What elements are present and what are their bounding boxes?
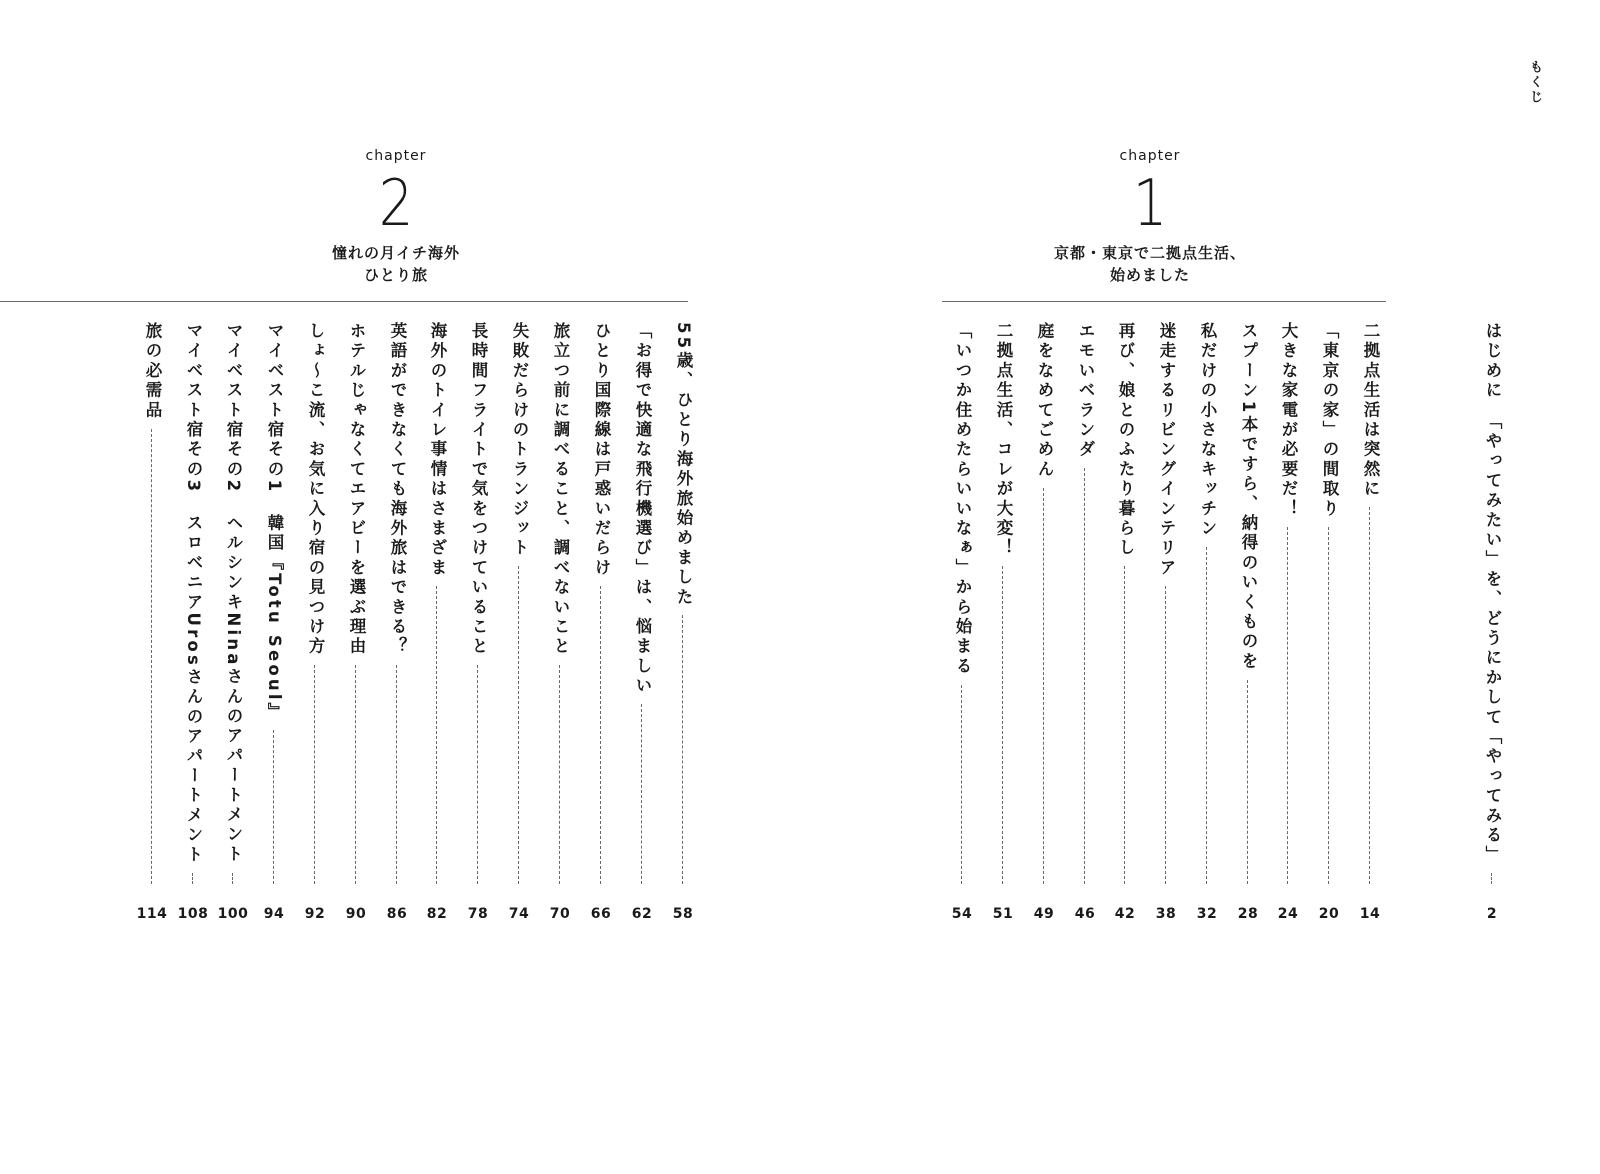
toc-entry[interactable] [1357,322,1383,922]
toc-entry-page: 100 [217,906,249,922]
dotted-leader [1287,527,1288,884]
chapter2-title-line1: 憧れの月イチ海外 [331,244,460,262]
toc-entry[interactable] [1275,322,1301,922]
toc-entry-title: 二拠点生活は突然に [1361,322,1380,500]
toc-entry-title: 「お得で快適な飛行機選び」は、悩ましい [633,322,652,697]
toc-entry-title: 旅立つ前に調べること、調べないこと [551,322,570,657]
toc-entry[interactable] [1153,322,1179,922]
toc-entry-title: スプーン1本ですら、納得のいくものを [1239,322,1258,672]
chapter1-number: 1 [1132,167,1168,241]
toc-entry-page: 86 [386,906,408,922]
toc-entry-title: マイベスト宿その2 ヘルシンキNinaさんのアパートメント [224,322,243,865]
dotted-leader [1165,586,1166,884]
dotted-leader [151,429,152,885]
toc-entry-page: 70 [549,906,571,922]
chapter2-header [256,148,536,286]
toc-entry-title: 「いつか住めたらいいなぁ」から始まる [953,322,972,677]
toc-entry[interactable] [1031,322,1057,922]
chapter2-number: 2 [378,167,414,241]
toc-entry-title: 「東京の家」の間取り [1320,322,1339,519]
dotted-leader [477,665,478,884]
toc-entry[interactable] [343,322,369,922]
dotted-leader [682,615,683,884]
chapter1-title [1010,242,1290,286]
toc-entry[interactable] [384,322,410,922]
toc-entry-page: 74 [508,906,530,922]
dotted-leader [314,665,315,884]
chapter2-title-line2: ひとり旅 [363,266,428,284]
toc-entry-title: 二拠点生活、コレが大変！ [994,322,1013,559]
toc-entry[interactable] [177,322,209,922]
toc-entry[interactable] [424,322,450,922]
toc-entry-title: 長時間フライトで気をつけていること [469,322,488,657]
toc-entry-page: 94 [263,906,285,922]
chapter1-rule [942,301,1386,302]
toc-entry-title: 旅の必需品 [143,322,162,421]
toc-entry-page: 54 [951,906,973,922]
toc-entry[interactable] [465,322,491,922]
toc-entry-page: 46 [1074,906,1096,922]
dotted-leader [355,665,356,884]
toc-entry-page: 32 [1196,906,1218,922]
toc-entry-title: 迷走するリビングインテリア [1157,322,1176,579]
toc-page-label: もくじ [1527,60,1542,105]
toc-entry-title: 再び、娘とのふたり暮らし [1116,322,1135,559]
toc-entry-title: マイベスト宿その3 スロベニアUrosさんのアパートメント [184,322,203,865]
toc-entry-page: 90 [345,906,367,922]
toc-entry-title: ホテルじゃなくてエアビーを選ぶ理由 [347,322,366,657]
chapter1-title-line2: 始めました [1109,266,1190,284]
dotted-leader [396,665,397,884]
toc-entry-title: 55歳、ひとり海外旅始めました [674,322,693,608]
dotted-leader [273,730,274,884]
toc-entry[interactable] [629,322,655,922]
dotted-leader [1369,507,1370,884]
dotted-leader [1328,527,1329,884]
toc-entry-page: 58 [672,906,694,922]
dotted-leader [192,873,193,884]
toc-entry[interactable] [261,322,287,922]
toc-entry[interactable] [588,322,614,922]
dotted-leader [1043,488,1044,884]
toc-entry[interactable] [1112,322,1138,922]
dotted-leader [518,566,519,884]
dotted-leader [961,685,962,884]
toc-entry-title: 失敗だらけのトランジット [510,322,529,559]
toc-entry-title: はじめに 「やってみたい」を、どうにかして「やってみる」 [1483,322,1502,866]
chapter1-label: chapter [1119,148,1181,164]
toc-entry-intro[interactable] [1479,322,1505,922]
toc-entry-page: 38 [1155,906,1177,922]
chapter2-label: chapter [365,148,427,164]
toc-entry[interactable] [670,322,696,922]
toc-entry-page: 28 [1237,906,1259,922]
toc-entry[interactable] [136,322,168,922]
toc-entry-page: 51 [992,906,1014,922]
toc-entry[interactable] [302,322,328,922]
toc-entry-title: 海外のトイレ事情はさまざま [428,322,447,579]
dotted-leader [436,586,437,884]
dotted-leader [1084,468,1085,884]
toc-entry-page: 62 [631,906,653,922]
toc-entry-page: 82 [426,906,448,922]
toc-entry-title: ひとり国際線は戸惑いだらけ [592,322,611,579]
chapter1-title-line1: 京都・東京で二拠点生活、 [1053,244,1246,262]
dotted-leader [1247,680,1248,884]
dotted-leader [232,873,233,884]
toc-entry[interactable] [1072,322,1098,922]
toc-entry-title: 私だけの小さなキッチン [1198,322,1217,539]
dotted-leader [1002,566,1003,884]
dotted-leader [1206,547,1207,884]
toc-entry-title: エモいベランダ [1076,322,1095,460]
chapter2-rule [0,301,688,302]
toc-entry-page: 66 [590,906,612,922]
dotted-leader [641,704,642,884]
toc-entry-page: 42 [1114,906,1136,922]
toc-entry-title: マイベスト宿その1 韓国『Totu Seoul』 [265,322,284,723]
toc-entry-page: 108 [177,906,209,922]
toc-entry-page: 114 [136,906,168,922]
chapter2-title [256,242,536,286]
toc-entry[interactable] [217,322,249,922]
toc-entry-title: 大きな家電が必要だ！ [1279,322,1298,519]
toc-entry[interactable] [547,322,573,922]
toc-entry[interactable] [1316,322,1342,922]
toc-entry[interactable] [506,322,532,922]
dotted-leader [600,586,601,884]
toc-entry-title: 庭をなめてごめん [1035,322,1054,480]
toc-entry[interactable] [1235,322,1261,922]
toc-entry-page: 49 [1033,906,1055,922]
toc-entry-title: しょ〜こ流、お気に入り宿の見つけ方 [306,322,325,657]
toc-entry-page: 14 [1359,906,1381,922]
dotted-leader [1124,566,1125,884]
toc-entry[interactable] [1194,322,1220,922]
toc-entry-page: 92 [304,906,326,922]
toc-entry[interactable] [990,322,1016,922]
toc-entry-page: 78 [467,906,489,922]
toc-entry-page: 24 [1277,906,1299,922]
dotted-leader [1491,873,1492,884]
toc-entry-page: 2 [1486,906,1498,922]
toc-entry-page: 20 [1318,906,1340,922]
toc-entry[interactable] [949,322,975,922]
toc-entry-title: 英語ができなくても海外旅はできる？ [388,322,407,657]
chapter1-header [1010,148,1290,286]
dotted-leader [559,665,560,884]
